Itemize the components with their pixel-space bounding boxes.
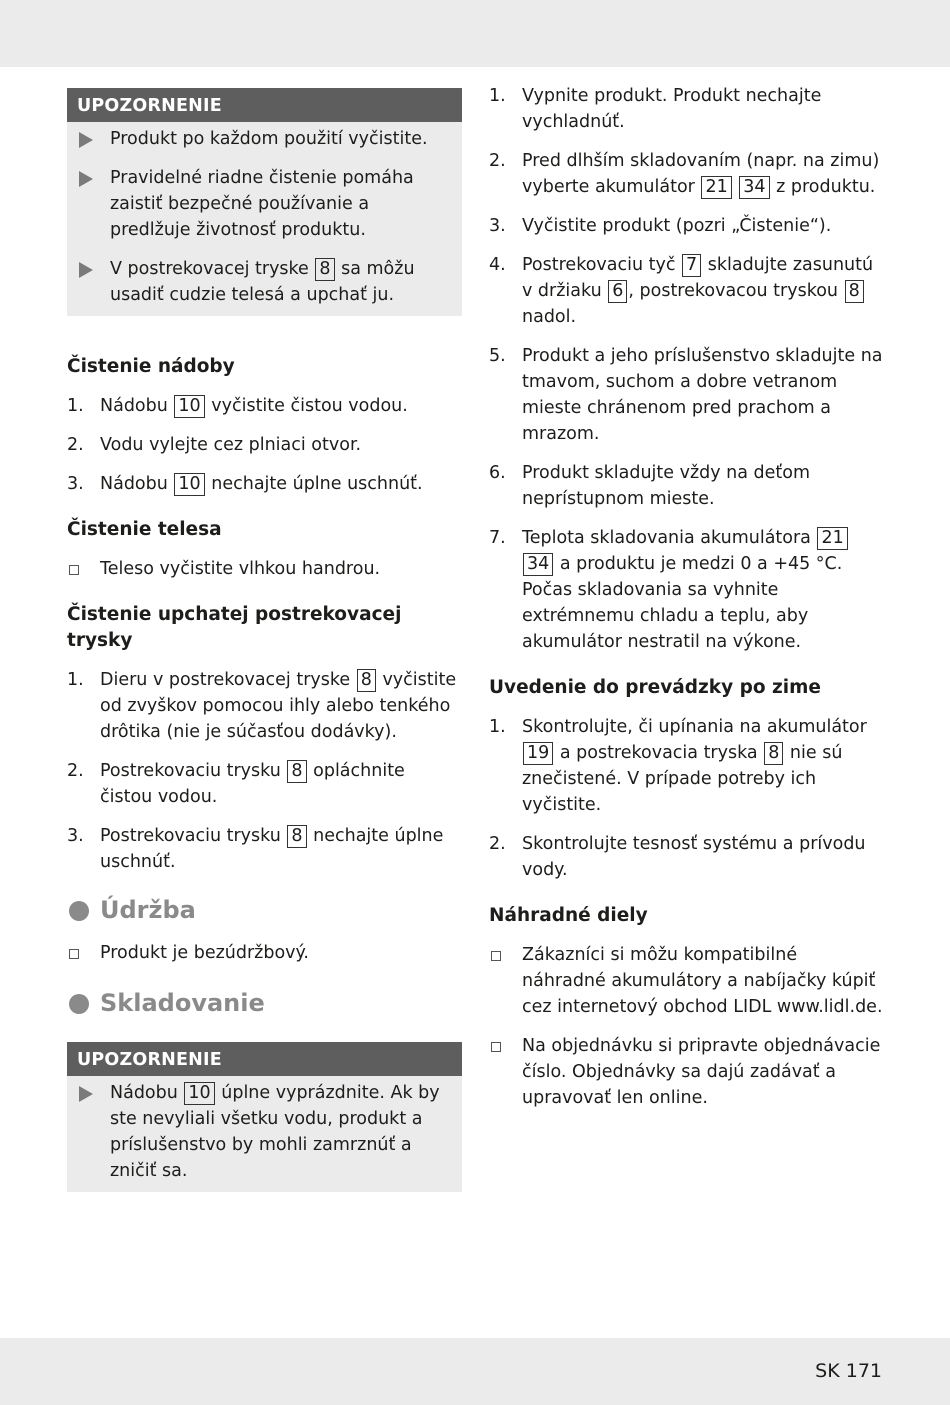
part-reference-number: 6 bbox=[608, 280, 627, 303]
header-bar bbox=[0, 0, 950, 67]
part-reference-number: 8 bbox=[357, 669, 376, 692]
list-item: 5. Produkt a jeho príslušenstvo skladujte na tmavom, suchom a dobre vetranom mieste chránenom pred prachom a mrazom. bbox=[489, 346, 883, 444]
warning-box-cleaning bbox=[67, 88, 462, 316]
list-item: 7. Teplota skladovania akumulátora 21 34 a produktu je medzi 0 a +45 °C. Počas skladovania sa vyhnite extrémnemu chladu a teplu, aby akumulátor nestratil na výkone. bbox=[489, 525, 884, 655]
triangle-bullet-icon bbox=[79, 171, 93, 187]
part-reference-number: 10 bbox=[174, 395, 204, 418]
part-reference-number: 8 bbox=[287, 825, 306, 848]
list-item: 2. Skontrolujte tesnosť systému a prívodu vody. bbox=[489, 834, 866, 880]
square-bullet-icon bbox=[69, 949, 79, 959]
part-reference-number: 34 bbox=[739, 176, 769, 199]
part-reference-number: 10 bbox=[174, 473, 204, 496]
triangle-bullet-icon bbox=[79, 1086, 93, 1102]
list-item: 2. Vodu vylejte cez plniaci otvor. bbox=[67, 435, 362, 455]
warning-item: Pravidelné riadne čistenie pomáha zaistiť bezpečné používanie a predlžuje životnosť produktu. bbox=[77, 165, 450, 243]
heading-body-cleaning: Čistenie telesa bbox=[67, 519, 222, 540]
footer-bar bbox=[0, 1338, 950, 1405]
list-item: 3. Nádobu 10 nechajte úplne uschnúť. bbox=[67, 474, 423, 494]
warning-item: Nádobu 10 úplne vyprázdnite. Ak by ste nevyliali všetku vodu, produkt a príslušenstvo by mohli zamrznúť a zničiť sa. bbox=[77, 1080, 450, 1184]
bullet-dot-icon bbox=[69, 994, 89, 1014]
part-reference-number: 8 bbox=[845, 280, 864, 303]
square-bullet-icon bbox=[69, 565, 79, 575]
part-reference-number: 7 bbox=[682, 254, 701, 277]
page-number: SK 171 bbox=[815, 1360, 882, 1382]
triangle-bullet-icon bbox=[79, 262, 93, 278]
list-item: Teleso vyčistite vlhkou handrou. bbox=[67, 556, 462, 582]
list-item: 1. Nádobu 10 vyčistite čistou vodou. bbox=[67, 396, 408, 416]
part-reference-number: 19 bbox=[523, 742, 553, 765]
part-reference-number: 21 bbox=[701, 176, 731, 199]
bullet-dot-icon bbox=[69, 901, 89, 921]
part-reference-number: 8 bbox=[287, 760, 306, 783]
right-column bbox=[489, 83, 884, 1111]
list-item: Produkt je bezúdržbový. bbox=[67, 940, 462, 966]
part-reference-number: 34 bbox=[523, 553, 553, 576]
warning-item: Produkt po každom použití vyčistite. bbox=[77, 126, 450, 152]
list-item: 2. Pred dlhším skladovaním (napr. na zimu) vyberte akumulátor 21 34 z produktu. bbox=[489, 151, 880, 197]
list-item: 3. Vyčistite produkt (pozri „Čistenie“). bbox=[489, 216, 832, 236]
triangle-bullet-icon bbox=[79, 132, 93, 148]
list-item: 1. Vypnite produkt. Produkt nechajte vychladnúť. bbox=[489, 86, 822, 132]
list-item: 1. Skontrolujte, či upínania na akumulátor 19 a postrekovacia tryska 8 nie sú znečistené. V prípade potreby ich vyčistite. bbox=[489, 717, 867, 815]
warning-heading: UPOZORNENIE bbox=[67, 88, 462, 122]
heading-nozzle-cleaning: Čistenie upchatej postrekovacej trysky bbox=[67, 604, 402, 651]
part-reference-number: 21 bbox=[817, 527, 847, 550]
warning-heading: UPOZORNENIE bbox=[67, 1042, 462, 1076]
warning-item: V postrekovacej tryske 8 sa môžu usadiť cudzie telesá a upchať ju. bbox=[77, 256, 450, 308]
section-title-storage: Skladovanie bbox=[67, 988, 462, 1018]
list-item: Na objednávku si pripravte objednávacie číslo. Objednávky sa dajú zadávať a upravovať len online. bbox=[489, 1033, 884, 1111]
list-item: Zákazníci si môžu kompatibilné náhradné akumulátory a nabíjačky kúpiť cez internetový obchod LIDL www.lidl.de. bbox=[489, 942, 884, 1020]
square-bullet-icon bbox=[491, 951, 501, 961]
list-item: 6. Produkt skladujte vždy na deťom neprístupnom mieste. bbox=[489, 463, 811, 509]
list-item: 3. Postrekovaciu trysku 8 nechajte úplne uschnúť. bbox=[67, 826, 444, 872]
left-column bbox=[67, 88, 462, 1192]
part-reference-number: 8 bbox=[764, 742, 783, 765]
heading-after-winter: Uvedenie do prevádzky po zime bbox=[489, 677, 821, 698]
list-item: 4. Postrekovaciu tyč 7 skladujte zasunutú v držiaku 6 , postrekovacou tryskou 8 nadol. bbox=[489, 255, 874, 327]
list-item: 1. Dieru v postrekovacej tryske 8 vyčistite od zvyškov pomocou ihly alebo tenkého drôtika (nie je súčasťou dodávky). bbox=[67, 670, 457, 742]
heading-container-cleaning: Čistenie nádoby bbox=[67, 356, 235, 377]
square-bullet-icon bbox=[491, 1042, 501, 1052]
heading-spare-parts: Náhradné diely bbox=[489, 905, 648, 926]
part-reference-number: 10 bbox=[184, 1082, 214, 1105]
part-reference-number: 8 bbox=[315, 258, 334, 281]
section-title-maintenance: Údržba bbox=[67, 895, 462, 925]
list-item: 2. Postrekovaciu trysku 8 opláchnite čistou vodou. bbox=[67, 761, 405, 807]
warning-box-storage bbox=[67, 1042, 462, 1192]
